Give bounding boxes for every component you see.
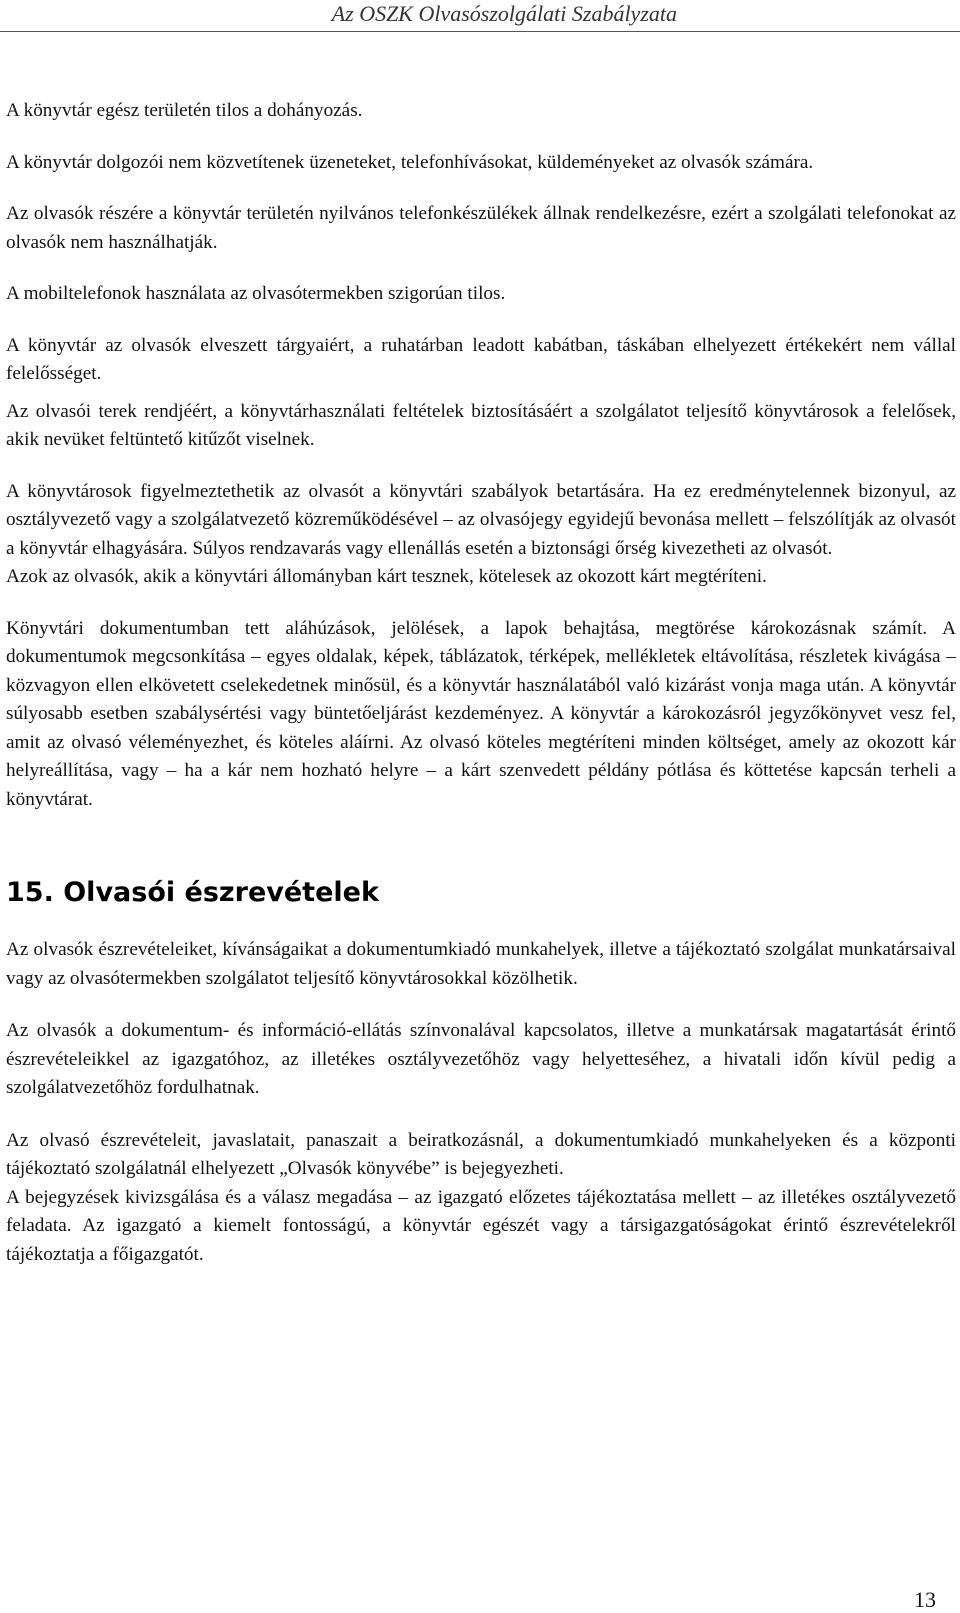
page-number: 13: [914, 1587, 936, 1612]
running-header-title: Az OSZK Olvasószolgálati Szabályzata: [331, 1, 677, 26]
paragraph-rule-warnings: A könyvtárosok figyelmeztethetik az olvasót a könyvtári szabályok betartására. Ha ez eredménytelennek bizonyul, az osztályvezető vagy a szolgálatvezető közreműködésével – az olvasójegy egyidejű bevonása mellett – felszólítják az olvasót a könyvtár elhagyására. Súlyos rendzavarás vagy ellenállás esetén a biztonsági őrség kivezetheti az olvasót.: [6, 480, 956, 559]
page-body: [6, 97, 956, 1269]
paragraph-order-responsibility: Az olvasói terek rendjéért, a könyvtárhasználati feltételek biztosításáért a szolgálatot teljesítő könyvtárosok a felelősek, akik nevüket feltüntető kitűzőt viselnek.: [6, 400, 956, 450]
paragraph-document-damage: Könyvtári dokumentumban tett aláhúzások, jelölések, a lapok behajtása, megtörése károkozásnak számít. A dokumentumok megcsonkítása – egyes oldalak, képek, táblázatok, térképek, mellékletek eltávolítása, részletek kivágása – közvagyon ellen elkövetett cselekedetnek minősül, és a könyvtár használatából való kizárást vonja maga után. A könyvtár súlyosabb esetben szabálysértési vagy büntetőeljárást kezdeményez. A könyvtár a károkozásról jegyzőkönyvet vesz fel, amit az olvasó véleményezhet, és köteles aláírni. Az olvasó köteles megtéríteni minden költséget, amely az okozott kár helyreállítása, vagy – ha a kár nem hozható helyre – a kárt szenvedett példány pótlása és köttetése kapcsán terheli a könyvtárat.: [6, 617, 956, 810]
paragraph-messages: A könyvtár dolgozói nem közvetítenek üzeneteket, telefonhívásokat, küldeményeket az olvasók számára.: [6, 151, 814, 173]
paragraph-damage-liability: Azok az olvasók, akik a könyvtári állományban kárt tesznek, kötelesek az okozott kárt megtéríteni.: [6, 566, 767, 587]
section-paragraph-readers-book: Az olvasó észrevételeit, javaslatait, panaszait a beiratkozásnál, a dokumentumkiadó munkahelyeken és a központi tájékoztató szolgálatnál elhelyezett „Olvasók könyvébe” is bejegyezheti.: [6, 1129, 956, 1179]
section-paragraph-complaints: Az olvasók a dokumentum- és információ-ellátás színvonalával kapcsolatos, illetve a munkatársak magatartását érintő észrevételeikkel az igazgatóhoz, az illetékes osztályvezetőhöz vagy helyetteséhez, a hivatali időn kívül pedig a szolgálatvezetőhöz fordulhatnak.: [6, 1020, 956, 1098]
paragraph-lost-items: A könyvtár az olvasók elveszett tárgyaiért, a ruhatárban leadott kabátban, táskában elhelyezett értékekért nem vállal felelősséget.: [6, 334, 956, 384]
running-header: [0, 0, 960, 32]
section-paragraph-comments: Az olvasók észrevételeiket, kívánságaikat a dokumentumkiadó munkahelyek, illetve a tájékoztató szolgálat munkatársaival vagy az olvasótermekben szolgálatot teljesítő könyvtárosokkal közölhetik.: [6, 939, 956, 989]
paragraph-public-phones: Az olvasók részére a könyvtár területén nyilvános telefonkészülékek állnak rendelkezésre, ezért a szolgálati telefonokat az olvasók nem használhatják.: [6, 203, 956, 253]
paragraph-smoking: A könyvtár egész területén tilos a dohányozás.: [6, 100, 363, 121]
paragraph-mobile-phones: A mobiltelefonok használata az olvasótermekben szigorúan tilos.: [6, 283, 506, 304]
section-heading: 15. Olvasói észrevételek: [6, 877, 379, 908]
section-paragraph-investigation: A bejegyzések kivizsgálása és a válasz megadása – az igazgató előzetes tájékoztatása mellett – az illetékes osztályvezető feladata. Az igazgató a kiemelt fontosságú, a könyvtár egészét vagy a társigazgatóságokat érintő észrevételekről tájékoztatja a főigazgatót.: [6, 1186, 956, 1265]
